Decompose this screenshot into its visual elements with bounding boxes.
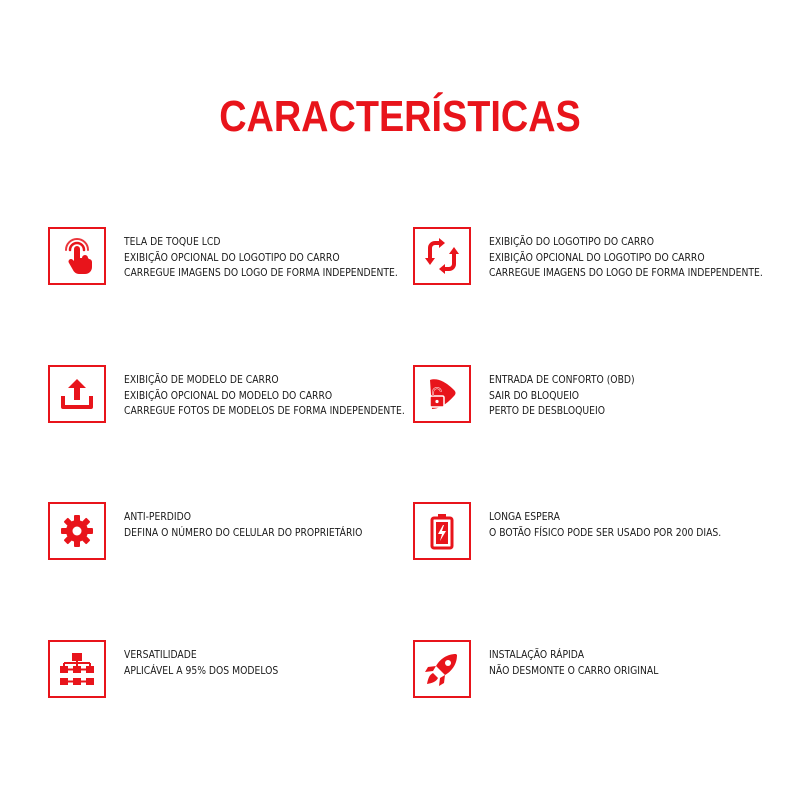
- feature-heading: EXIBIÇÃO DE MODELO DE CARRO: [124, 374, 279, 386]
- feature-text: [124, 648, 278, 679]
- unlock-icon: [413, 365, 471, 423]
- feature-car-model-display: [48, 365, 443, 423]
- feature-text: [124, 510, 362, 541]
- feature-line: O BOTÃO FÍSICO PODE SER USADO POR 200 DIAS.: [489, 526, 722, 539]
- feature-comfort-entry: [413, 365, 654, 423]
- feature-heading: ENTRADA DE CONFORTO (OBD): [489, 374, 635, 386]
- feature-line: DEFINA O NÚMERO DO CELULAR DO PROPRIETÁRIO: [124, 526, 363, 539]
- upload-icon: [48, 365, 106, 423]
- feature-versatility: [48, 640, 299, 698]
- feature-heading: TELA DE TOQUE LCD: [124, 236, 221, 248]
- feature-line: EXIBIÇÃO OPCIONAL DO LOGOTIPO DO CARRO: [489, 251, 705, 264]
- feature-line: CARREGUE IMAGENS DO LOGO DE FORMA INDEPENDENTE.: [489, 267, 763, 279]
- feature-line: APLICÁVEL A 95% DOS MODELOS: [124, 664, 279, 677]
- feature-heading: LONGA ESPERA: [489, 511, 560, 523]
- feature-line: CARREGUE IMAGENS DO LOGO DE FORMA INDEPENDENTE.: [124, 267, 398, 279]
- feature-text: [489, 510, 721, 541]
- rocket-icon: [413, 640, 471, 698]
- page-title: CARACTERÍSTICAS: [219, 92, 581, 141]
- feature-logo-display: [413, 227, 800, 285]
- battery-icon: [413, 502, 471, 560]
- touch-icon: [48, 227, 106, 285]
- feature-touch-screen: [48, 227, 435, 285]
- feature-line: SAIR DO BLOQUEIO: [489, 389, 580, 402]
- network-icon: [48, 640, 106, 698]
- feature-text: [489, 373, 635, 420]
- sync-arrows-icon: [413, 227, 471, 285]
- feature-line: NÃO DESMONTE O CARRO ORIGINAL: [489, 664, 659, 677]
- feature-anti-lost: [48, 502, 395, 560]
- feature-line: CARREGUE FOTOS DE MODELOS DE FORMA INDEPENDENTE.: [124, 405, 405, 417]
- feature-heading: VERSATILIDADE: [124, 649, 197, 661]
- feature-line: EXIBIÇÃO OPCIONAL DO MODELO DO CARRO: [124, 389, 333, 402]
- feature-heading: EXIBIÇÃO DO LOGOTIPO DO CARRO: [489, 236, 654, 248]
- feature-heading: INSTALAÇÃO RÁPIDA: [489, 649, 585, 661]
- feature-text: [124, 373, 405, 420]
- feature-text: [124, 235, 398, 282]
- feature-quick-install: [413, 640, 682, 698]
- feature-line: PERTO DE DESBLOQUEIO: [489, 405, 606, 417]
- feature-text: [489, 648, 658, 679]
- gear-icon: [48, 502, 106, 560]
- feature-long-standby: [413, 502, 753, 560]
- feature-heading: ANTI-PERDIDO: [124, 511, 192, 523]
- feature-text: [489, 235, 763, 282]
- feature-line: EXIBIÇÃO OPCIONAL DO LOGOTIPO DO CARRO: [124, 251, 340, 264]
